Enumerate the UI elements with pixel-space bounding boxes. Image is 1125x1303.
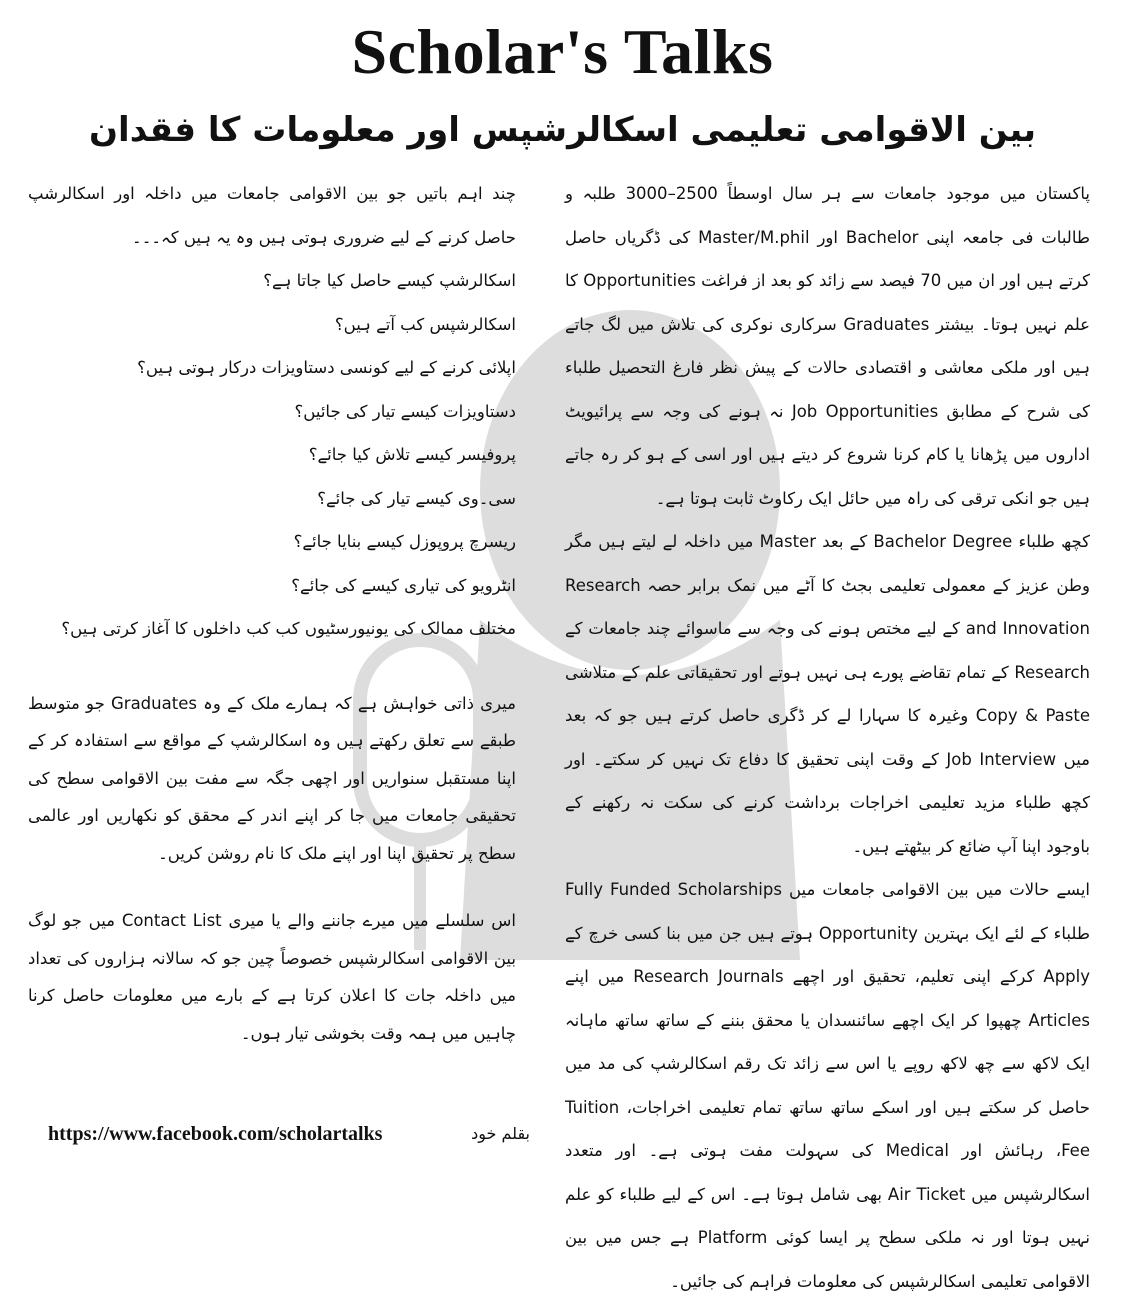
question-item: سی۔وی کیسے تیار کی جائے؟ bbox=[317, 488, 516, 508]
paragraph-scholarships: ایسے حالات میں بین الاقوامی جامعات میں Fully Funded Scholarships طلباء کے لئے ایک بہترین Opportunity ہوتے ہیں جن میں بنا کسی خرچ کے Apply کرکے اپنی تعلیم، تحقیق اور اچھے Research Journals میں اپنے Articles چھپوا کر ایک اچھے سائنسدان یا محقق بننے کے ساتھ ساتھ ماہانہ ایک لاکھ سے چھ لاکھ روپے یا اس سے زائد تک رقم اسکالرشپ کی مد میں حاصل کر سکتے ہیں اور اسکے ساتھ ساتھ تمام تعلیمی اخراجات، Tuition Fee، رہائش اور Medical کی سہولت مفت ہوتی ہے۔ اور متعدد اسکالرشپس میں Air Ticket بھی شامل ہوتا ہے۔ اس کے لیے طلباء کو علم نہیں ہوتا اور نہ ملکی سطح پر ایسا کوئی Platform ہے جس میں بین الاقوامی تعلیمی اسکالرشپس کی معلومات فراہم کی جائیں۔ bbox=[565, 880, 1091, 1291]
facebook-link[interactable]: https://www.facebook.com/scholartalks bbox=[48, 1123, 383, 1145]
question-item: پروفیسر کیسے تلاش کیا جائے؟ bbox=[308, 445, 516, 464]
question-item: اسکالرشپس کب آتے ہیں؟ bbox=[334, 314, 516, 334]
right-column bbox=[565, 172, 1090, 1303]
page-title: Scholar's Talks bbox=[351, 16, 774, 87]
page-subtitle: بین الاقوامی تعلیمی اسکالرشپس اور معلومات کا فقدان bbox=[89, 110, 1036, 150]
paragraph-research: کچھ طلباء Bachelor Degree کے بعد Master میں داخلہ لے لیتے ہیں مگر وطن عزیز کے معمولی تعلیمی بجٹ کا آٹے میں نمک برابر حصہ Research and Innovation کے لیے مختص ہونے کی وجہ سے ماسوائے چند جامعات کے Research کے تمام تقاضے پورے ہی نہیں ہوتے اور تحقیقاتی علم کے متلاشی Copy & Paste وغیرہ کا سہارا لے کر ڈگری حاصل کرتے ہیں جو کہ بعد میں Job Interview کے وقت اپنی تحقیق کا دفاع تک نہیں کر سکتے۔ اور کچھ طلباء مزید تعلیمی اخراجات برداشت کرنے کی سکت نہ رکھنے کے باوجود اپنا آپ ضائع کر بیٹھتے ہیں۔ bbox=[565, 532, 1091, 856]
paragraph-intro: چند اہم باتیں جو بین الاقوامی جامعات میں داخلہ اور اسکالرشپ حاصل کرنے کے لیے ضروری ہوتی ہیں وہ یہ ہیں کہ۔۔۔ bbox=[28, 184, 516, 247]
author-signature: بقلم خود bbox=[471, 1124, 530, 1143]
question-item: اپلائی کرنے کے لیے کونسی دستاویزات درکار ہوتی ہیں؟ bbox=[137, 358, 516, 377]
paragraph-graduates: پاکستان میں موجود جامعات سے ہر سال اوسطاً 2500–3000 طلبہ و طالبات فی جامعہ اپنی Bachelor اور Master/M.phil کی ڈگریاں حاصل کرتے ہیں اور ان میں 70 فیصد سے زائد کو بعد از فراغت Opportunities کا علم نہیں ہوتا۔ بیشتر Graduates سرکاری نوکری کی تلاش میں لگ جاتے ہیں اور ملکی معاشی و اقتصادی حالات کے پیش نظر فارغ التحصیل طلباء کی شرح کے مطابق Job Opportunities نہ ہونے کی وجہ سے پرائیویٹ اداروں میں پڑھانا یا کام کرنا شروع کر دیتے ہیں اور اسی کے ہو کر رہ جاتے ہیں جو انکی ترقی کی راہ میں حائل ایک رکاوٹ ثابت ہوتا ہے۔ bbox=[565, 184, 1091, 508]
question-item: مختلف ممالک کی یونیورسٹیوں کب کب داخلوں کا آغاز کرتی ہیں؟ bbox=[61, 619, 516, 638]
question-item: اسکالرشپ کیسے حاصل کیا جاتا ہے؟ bbox=[263, 271, 516, 290]
question-item: ریسرچ پروپوزل کیسے بنایا جائے؟ bbox=[293, 532, 516, 551]
question-item: دستاویزات کیسے تیار کی جائیں؟ bbox=[294, 401, 516, 421]
left-column bbox=[28, 172, 516, 1052]
paragraph-wish: میری ذاتی خواہش ہے کہ ہمارے ملک کے وہ Graduates جو متوسط طبقے سے تعلق رکھتے ہیں وہ اسکالرشپ کے مواقع سے استفادہ کر کے اپنا مستقبل سنواریں اور اچھی جگہ سے مفت بین الاقوامی سطح کی تحقیقی جامعات میں جا کر اپنے اندر کے محقق کو نکھاریں اور عالمی سطح پر تحقیق اپنا اور اپنے ملک کا نام روشن کریں۔ bbox=[28, 693, 516, 863]
question-item: انٹرویو کی تیاری کیسے کی جائے؟ bbox=[291, 575, 516, 595]
paragraph-contact: اس سلسلے میں میرے جاننے والے یا میری Contact List میں جو لوگ بین الاقوامی اسکالرشپس خصوصاً چین جو کہ سالانہ ہزاروں کی تعداد میں داخلہ جات کا اعلان کرتا ہے کے بارے میں معلومات حاصل کرنا چاہیں میں ہمہ وقت بخوشی تیار ہوں۔ bbox=[28, 911, 516, 1043]
